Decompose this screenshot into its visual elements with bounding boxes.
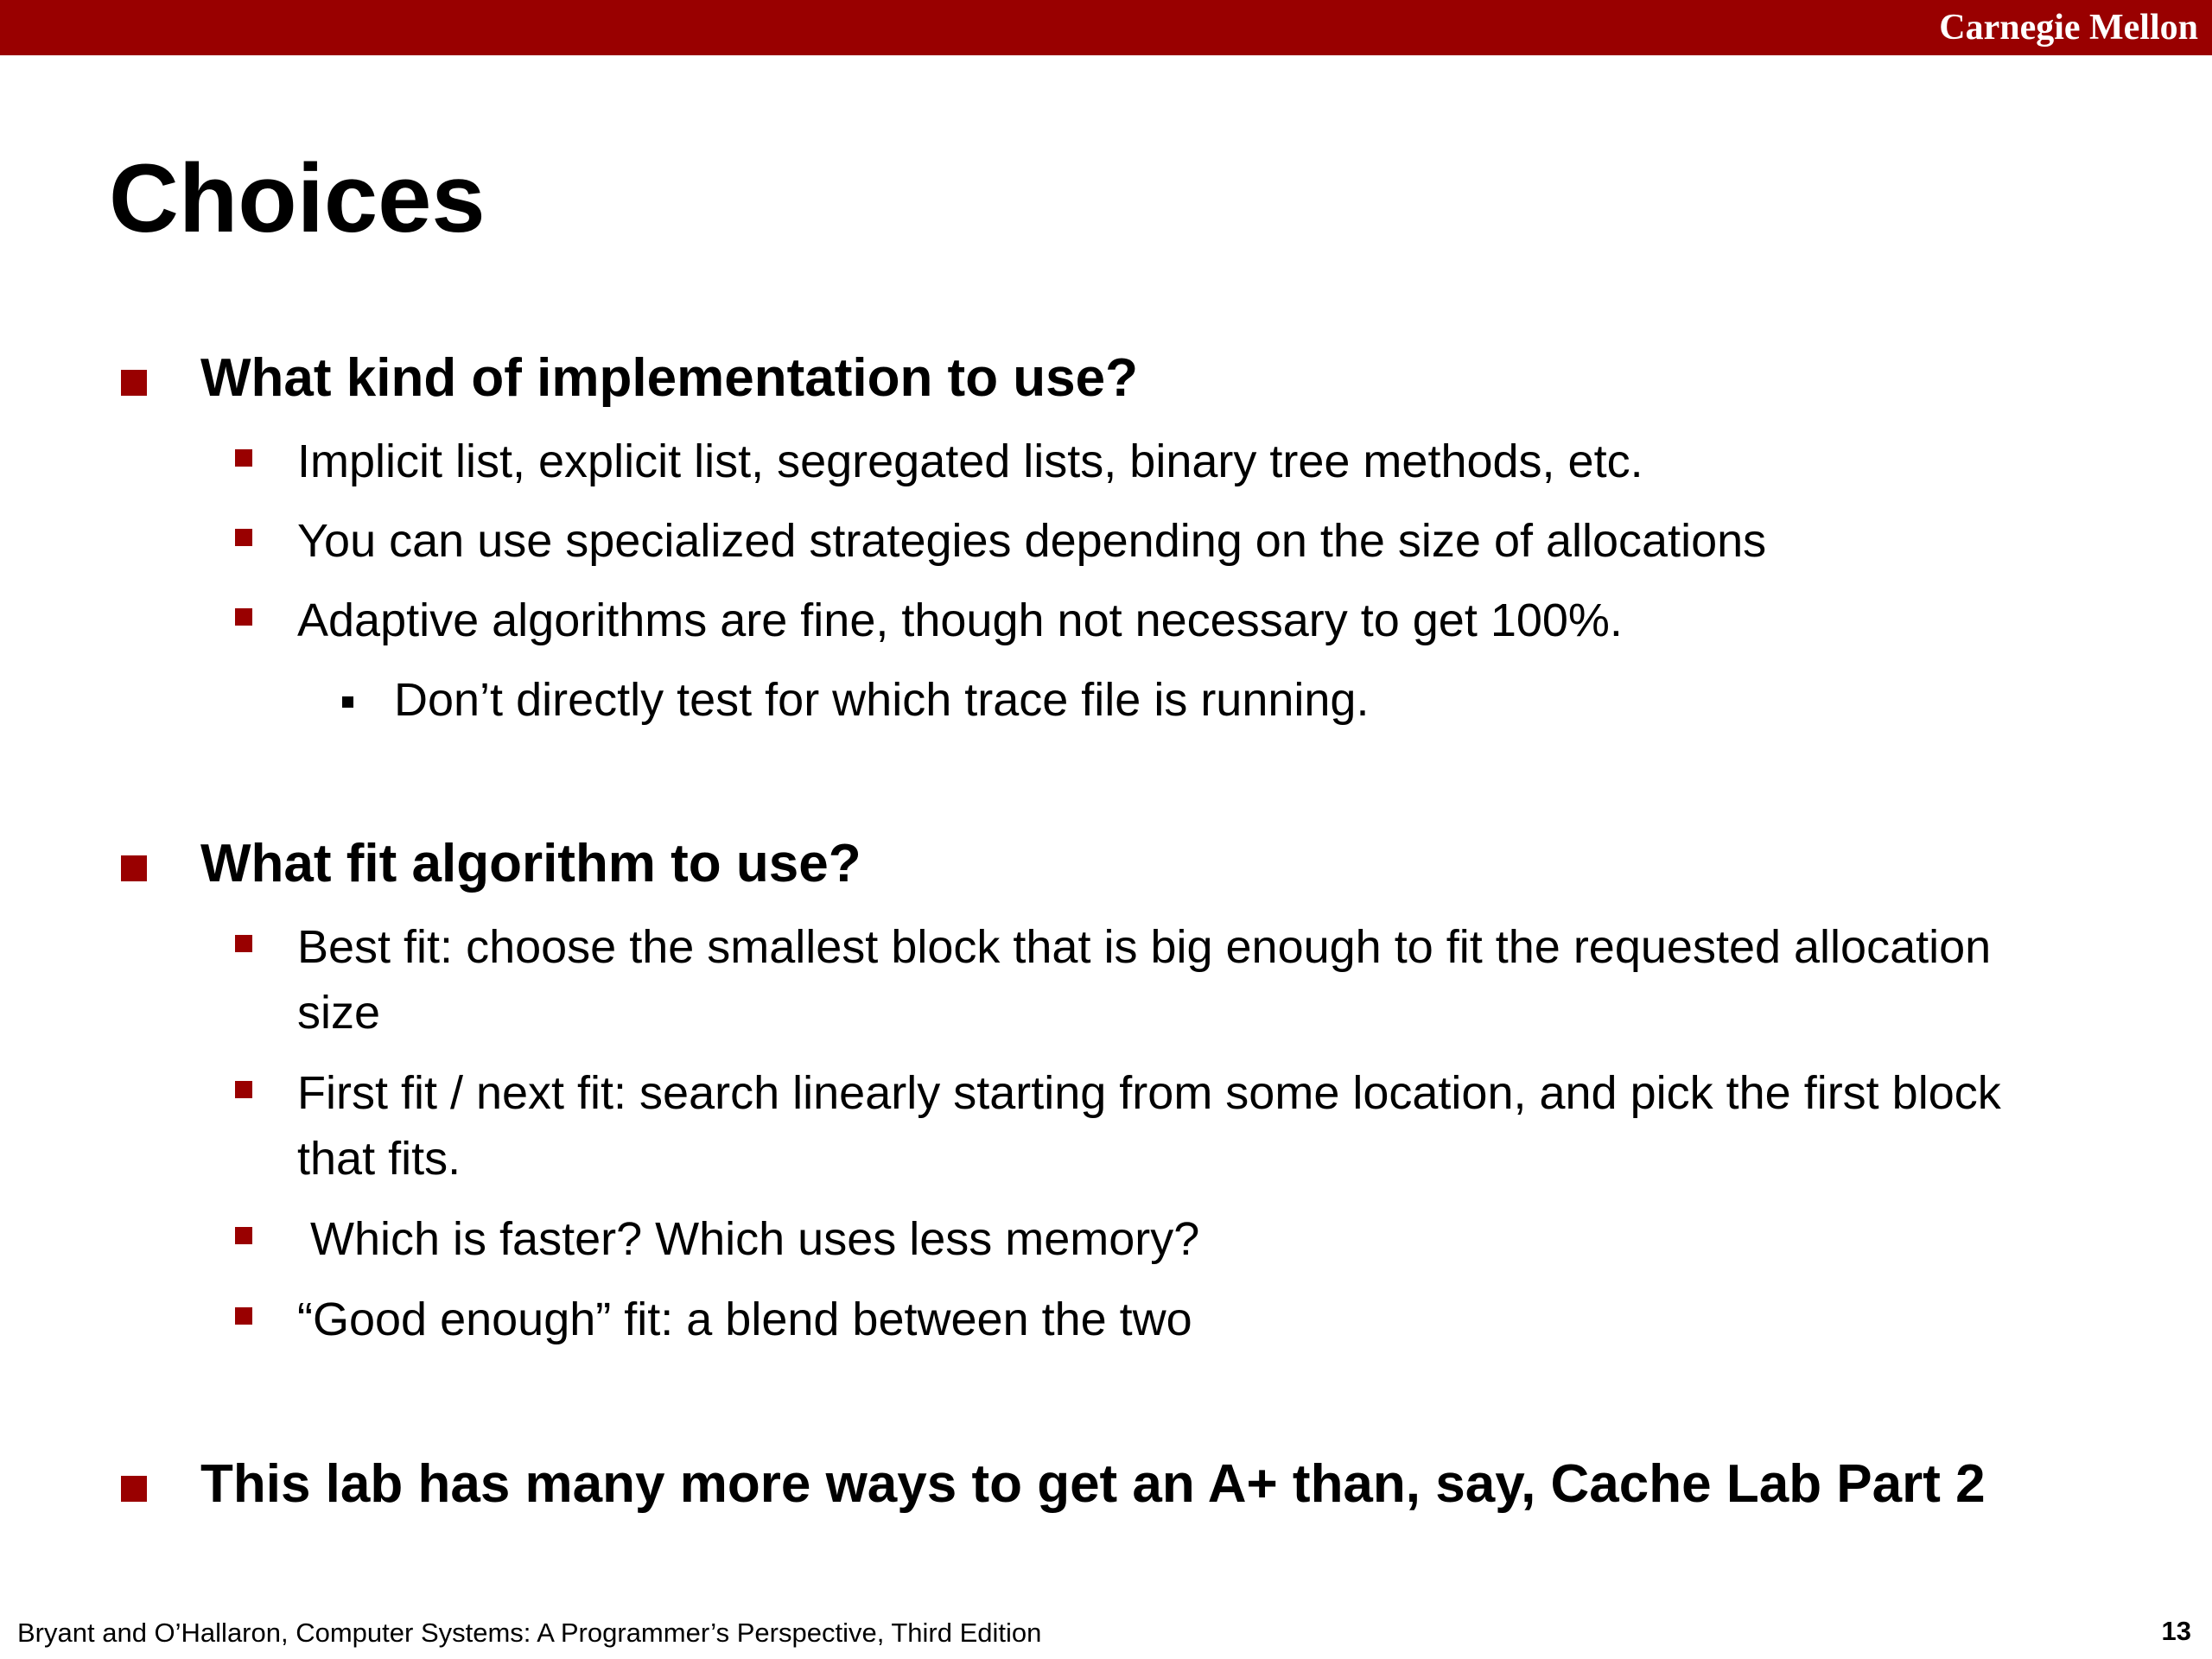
section-heading: What kind of implementation to use? — [200, 348, 1138, 408]
list-item: Implicit list, explicit list, segregated lists, binary tree methods, etc. — [297, 435, 1643, 487]
page-number: 13 — [2161, 1616, 2191, 1646]
bullet-square-icon — [235, 608, 252, 626]
bullet-square-icon — [235, 935, 252, 952]
header-bar — [0, 0, 2212, 55]
bullet-square-icon — [121, 1476, 147, 1502]
section-heading: What fit algorithm to use? — [200, 834, 861, 893]
bullet-square-icon — [235, 529, 252, 546]
bullet-square-icon — [342, 696, 353, 708]
slide-title: Choices — [109, 144, 486, 252]
list-item: Best fit: choose the smallest block that is big enough to fit the requested allocation size — [297, 921, 1992, 1039]
bullet-square-icon — [121, 370, 147, 396]
list-item: You can use specialized strategies depending on the size of allocations — [297, 515, 1767, 567]
list-item: “Good enough” fit: a blend between the two — [297, 1294, 1192, 1345]
bullet-square-icon — [235, 1307, 252, 1325]
list-item: First fit / next fit: search linearly starting from some location, and pick the first block that fits. — [297, 1067, 2001, 1185]
brand-name: Carnegie Mellon — [1939, 8, 2198, 48]
bullet-square-icon — [121, 855, 147, 881]
list-item: Adaptive algorithms are fine, though not necessary to get 100%. — [297, 594, 1623, 646]
list-item: Which is faster? Which uses less memory? — [297, 1213, 1200, 1265]
list-subitem: Don’t directly test for which trace file is running. — [394, 674, 1370, 726]
section-heading: This lab has many more ways to get an A+ than, say, Cache Lab Part 2 — [200, 1454, 1986, 1514]
footer-citation: Bryant and O’Hallaron, Computer Systems: A Programmer’s Perspective, Third Edition — [17, 1618, 1042, 1648]
bullet-square-icon — [235, 449, 252, 467]
bullet-square-icon — [235, 1227, 252, 1244]
bullet-square-icon — [235, 1081, 252, 1098]
